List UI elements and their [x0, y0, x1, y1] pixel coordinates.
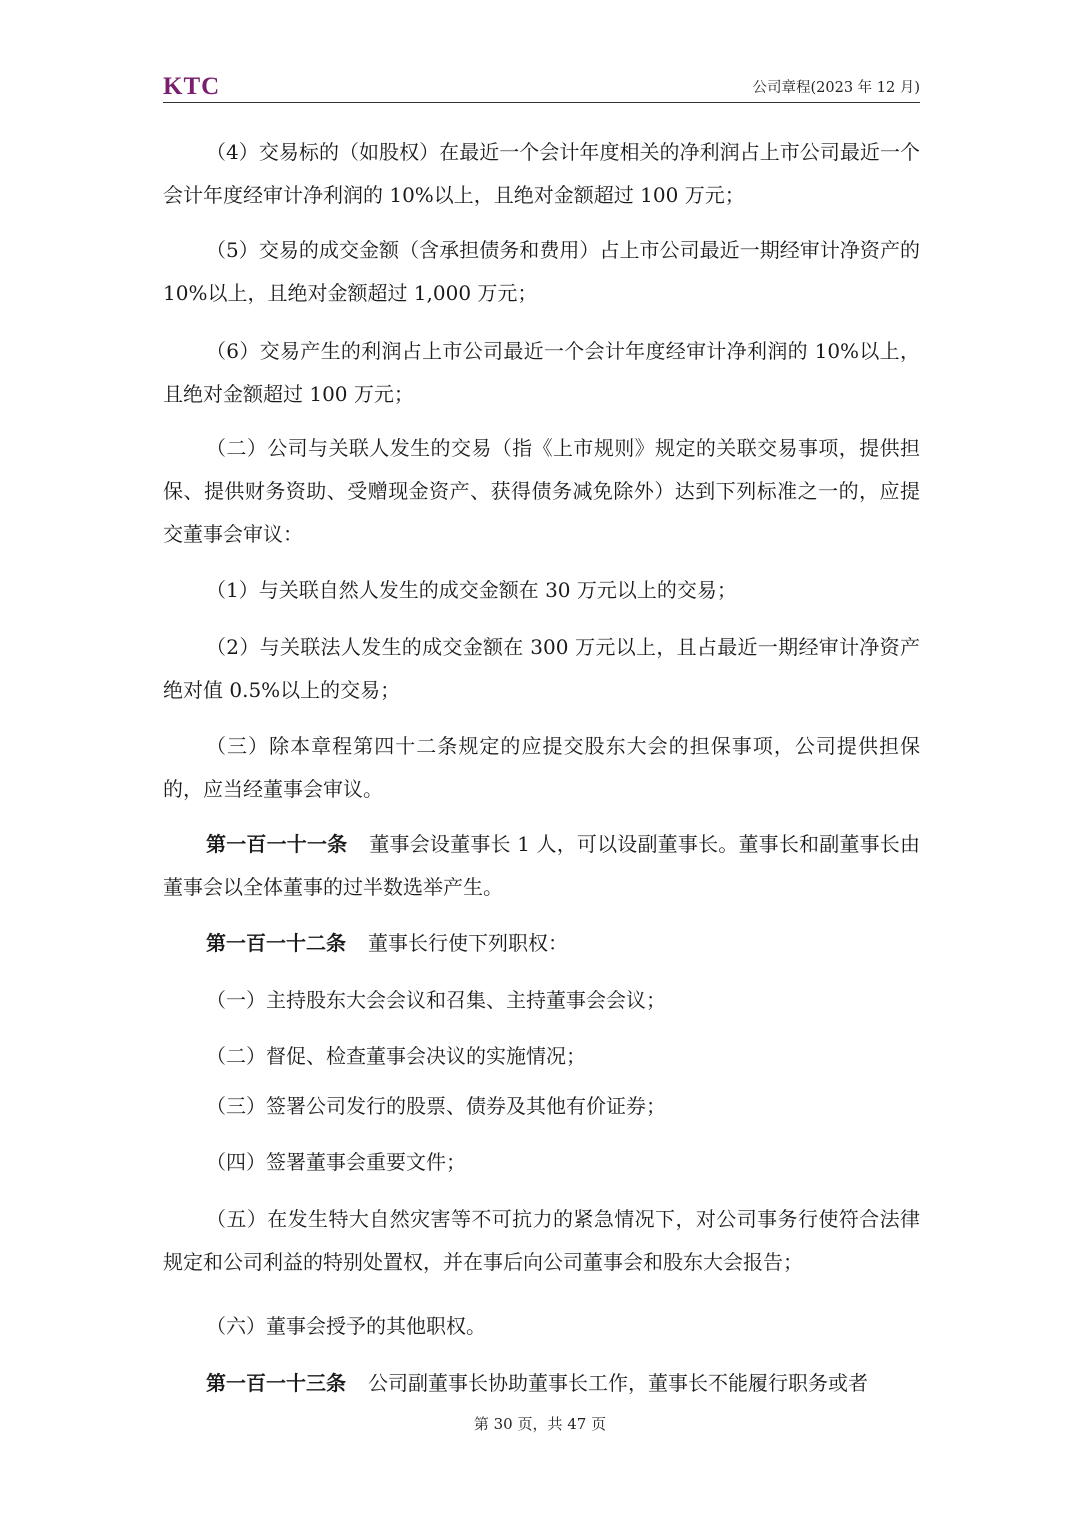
document-title: 公司章程(2023 年 12 月)	[752, 80, 920, 96]
paragraph: （2）与关联法人发生的成交金额在 300 万元以上，且占最近一期经审计净资产绝对值 0.5%以上的交易；	[163, 635, 920, 702]
page-header	[163, 74, 920, 103]
power-item: （二）督促、检查董事会决议的实施情况；	[206, 1044, 586, 1068]
article-113	[163, 1362, 920, 1405]
article-text: 董事会设董事长 1 人，可以设副董事长。董事长和副董事长由董事会以全体董事的过半数选举产生。	[163, 832, 920, 899]
power-item: （一）主持股东大会会议和召集、主持董事会会议；	[206, 988, 666, 1012]
article-111	[163, 823, 920, 909]
article-112	[163, 922, 920, 965]
paragraph: （4）交易标的（如股权）在最近一个会计年度相关的净利润占上市公司最近一个会计年度经审计净利润的 10%以上，且绝对金额超过 100 万元；	[163, 140, 920, 207]
article-text: 董事长行使下列职权：	[368, 931, 568, 955]
article-number: 第一百一十三条	[206, 1371, 346, 1395]
company-logo: KTC	[163, 73, 221, 100]
page-number: 第 30 页，共 47 页	[473, 1415, 607, 1433]
power-item: （四）签署董事会重要文件；	[206, 1150, 466, 1174]
article-number: 第一百一十一条	[206, 832, 348, 856]
power-item: （五）在发生特大自然灾害等不可抗力的紧急情况下，对公司事务行使符合法律规定和公司利益的特别处置权，并在事后向公司董事会和股东大会报告；	[163, 1207, 920, 1274]
paragraph: （二）公司与关联人发生的交易（指《上市规则》规定的关联交易事项，提供担保、提供财务资助、受赠现金资产、获得债务减免除外）达到下列标准之一的，应提交董事会审议：	[163, 436, 920, 546]
paragraph: （三）除本章程第四十二条规定的应提交股东大会的担保事项，公司提供担保的，应当经董事会审议。	[163, 734, 920, 801]
power-item: （三）签署公司发行的股票、债券及其他有价证券；	[206, 1094, 666, 1118]
paragraph: （6）交易产生的利润占上市公司最近一个会计年度经审计净利润的 10%以上，且绝对金额超过 100 万元；	[163, 339, 920, 406]
paragraph: （5）交易的成交金额（含承担债务和费用）占上市公司最近一期经审计净资产的 10%以上，且绝对金额超过 1,000 万元；	[163, 238, 920, 305]
paragraph: （1）与关联自然人发生的成交金额在 30 万元以上的交易；	[206, 578, 737, 602]
article-number: 第一百一十二条	[206, 931, 346, 955]
article-text: 公司副董事长协助董事长工作，董事长不能履行职务或者	[368, 1371, 868, 1395]
power-item: （六）董事会授予的其他职权。	[206, 1314, 486, 1338]
